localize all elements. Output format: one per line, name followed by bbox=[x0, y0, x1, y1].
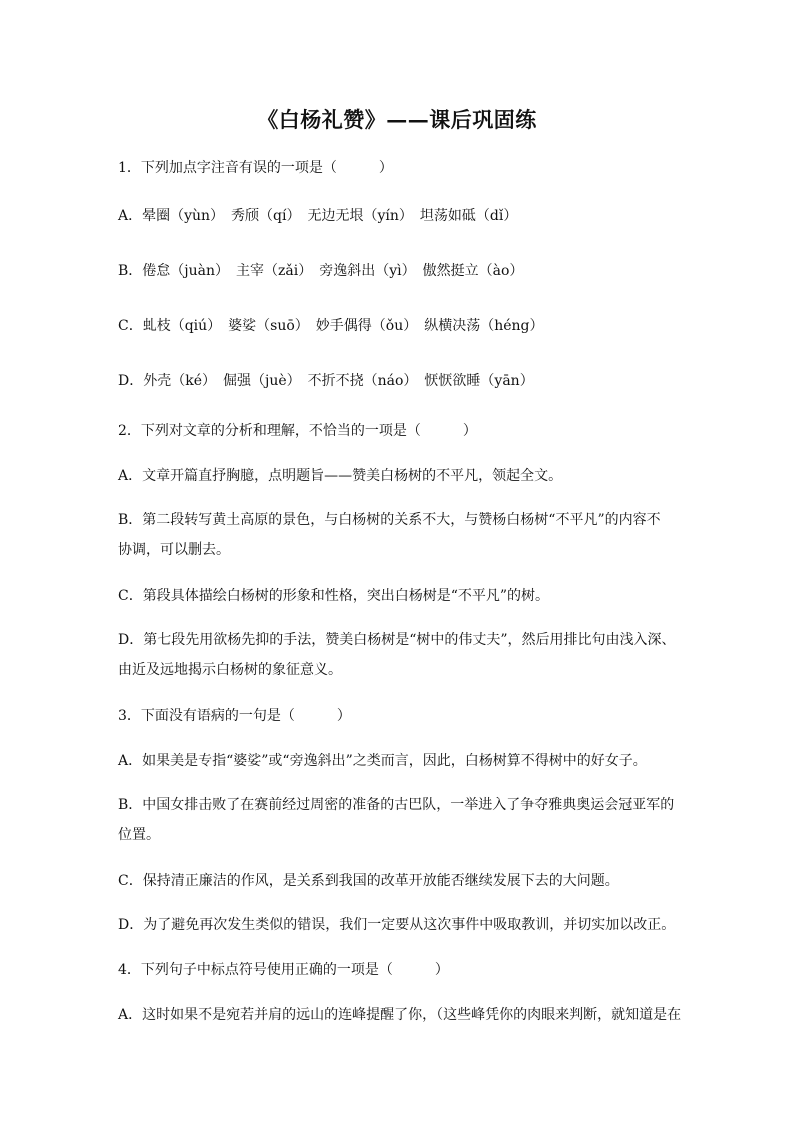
question-3-option-b-cont: 位置。 bbox=[118, 827, 160, 843]
question-1-option-b: B．倦怠（juàn） 主宰（zǎi） 旁逸斜出（yì） 傲然挺立（ào） bbox=[118, 263, 524, 279]
question-3-option-b: B．中国女排击败了在赛前经过周密的准备的古巴队，一举进入了争夺雅典奥运会冠亚军的 bbox=[118, 797, 675, 813]
question-2-option-c: C．第段具体描绘白杨树的形象和性格，突出白杨树是“不平凡”的树。 bbox=[118, 588, 550, 604]
question-3-stem: 3．下面没有语病的一句是（ ） bbox=[118, 708, 351, 724]
question-3-option-c: C．保持清正廉洁的作风，是关系到我国的改革开放能否继续发展下去的大问题。 bbox=[118, 873, 619, 889]
question-3-option-a: A．如果美是专指“婆娑”或“旁逸斜出”之类而言，因此，白杨树算不得树中的好女子。 bbox=[118, 753, 647, 769]
question-2-option-a: A．文章开篇直抒胸臆，点明题旨——赞美白杨树的不平凡，领起全文。 bbox=[118, 468, 563, 484]
question-2-stem: 2．下列对文章的分析和理解，不恰当的一项是（ ） bbox=[118, 423, 477, 439]
page-title: 《白杨礼赞》——课后巩固练 bbox=[257, 107, 537, 132]
question-4-option-a: A．这时如果不是宛若并肩的远山的连峰提醒了你，（这些峰凭你的肉眼来判断，就知道是在 bbox=[118, 1007, 682, 1023]
question-4-stem: 4．下列句子中标点符号使用正确的一项是（ ） bbox=[118, 962, 449, 978]
question-2-option-d: D．第七段先用欲杨先抑的手法，赞美白杨树是“树中的伟丈夫”，然后用排比句由浅入深、 bbox=[118, 632, 676, 648]
question-1-option-d: D．外壳（ké） 倔强（juè） 不折不挠（náo） 恹恹欲睡（yān） bbox=[118, 373, 534, 389]
question-3-option-d: D．为了避免再次发生类似的错误，我们一定要从这次事件中吸取教训，并切实加以改正。 bbox=[118, 917, 676, 933]
question-1-stem: 1．下列加点字注音有误的一项是（ ） bbox=[118, 160, 393, 176]
question-1-option-a: A．晕圈（yùn） 秀颀（qí） 无边无垠（yín） 坦荡如砥（dǐ） bbox=[118, 208, 518, 224]
question-2-option-b: B．第二段转写黄土高原的景色，与白杨树的关系不大，与赞杨白杨树“不平凡”的内容不 bbox=[118, 512, 661, 528]
question-1-option-c: C．虬枝（qiú） 婆娑（suō） 妙手偶得（ǒu） 纵横决荡（héng） bbox=[118, 318, 544, 334]
question-2-option-d-cont: 由近及远地揭示白杨树的象征意义。 bbox=[118, 662, 342, 678]
question-2-option-b-cont: 协调，可以删去。 bbox=[118, 542, 230, 558]
